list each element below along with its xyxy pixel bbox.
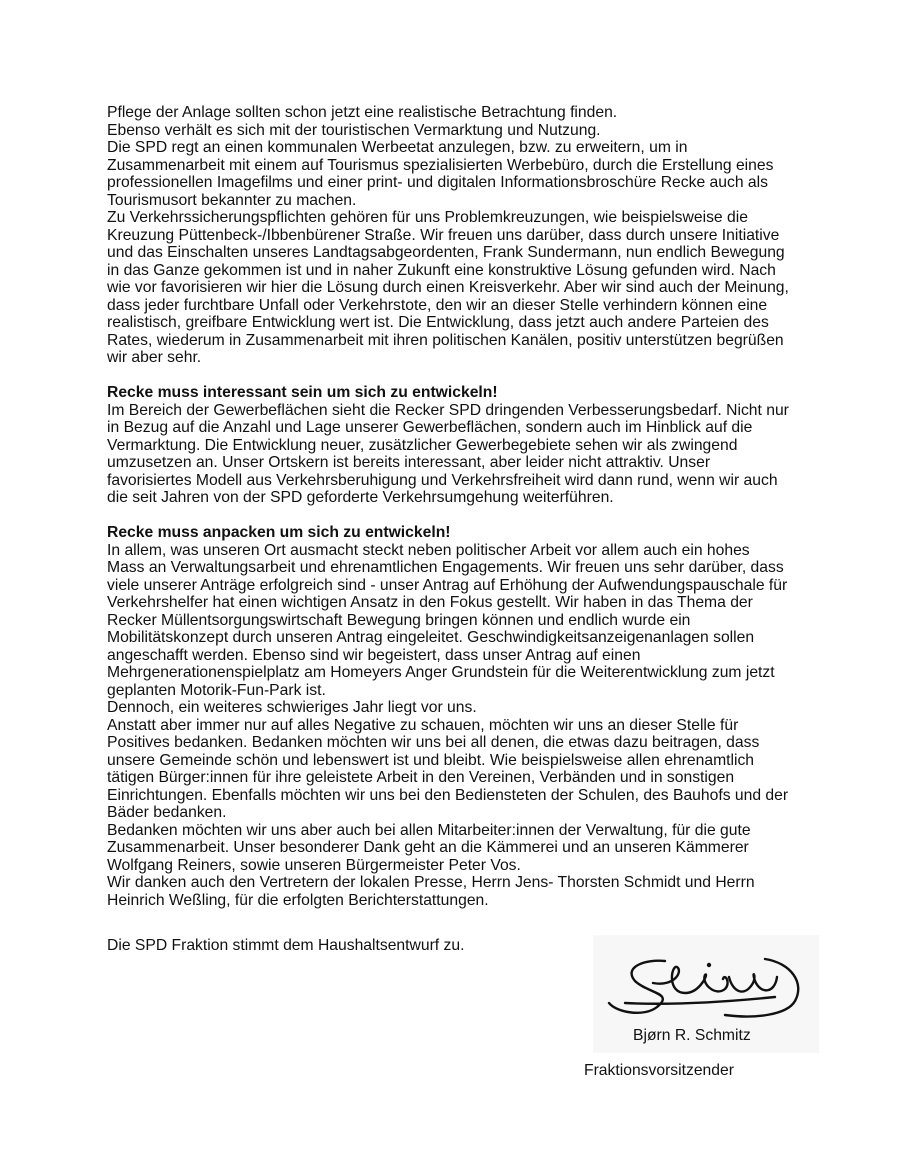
text-line: wir aber sehr.	[107, 349, 202, 366]
text-line: Bäder bedanken.	[107, 804, 227, 821]
text-line: Mehrgenerationenspielplatz am Homeyers Anger Grundstein für die Weiterentwicklung zum jetzt	[107, 664, 775, 681]
text-line: Pflege der Anlage sollten schon jetzt eine realistische Betrachtung finden.	[107, 104, 618, 121]
text-line: Anstatt aber immer nur auf alles Negative zu schauen, möchten wir uns an dieser Stelle für	[107, 716, 739, 734]
text-line: professionellen Imagefilms und einer print- und digitalen Informationsbroschüre Recke auch als	[107, 174, 768, 191]
text-line: Positives bedanken. Bedanken möchten wir uns bei all denen, die etwas dazu beitragen, dass	[107, 734, 760, 751]
text-line: Tourismusort bekannter zu machen.	[107, 191, 357, 209]
text-line: in Bezug auf die Anzahl und Lage unserer Gewerbeflächen, sondern auch im Hinblick auf die	[107, 419, 753, 436]
signature-block	[593, 935, 819, 1053]
text-line: favorisiertes Modell aus Verkehrsberuhigung und Verkehrsfreiheit wird dann rund, wenn wir auch	[107, 471, 778, 489]
text-line: dass jeder furchtbare Unfall oder Verkehrstote, den wir an dieser Stelle verhindern können eine	[107, 296, 768, 314]
text-line: die seit Jahren von der SPD geforderte Verkehrsumgehung weiterführen.	[107, 489, 614, 506]
signatory-name: Bjørn R. Schmitz	[633, 1027, 751, 1044]
text-line: angeschafft werden. Ebenso sind wir begeistert, dass unser Antrag auf einen	[107, 646, 641, 664]
text-line: Bedanken möchten wir uns aber auch bei allen Mitarbeiter:innen der Verwaltung, für die gute	[107, 821, 751, 839]
text-line: umzusetzen an. Unser Ortskern ist bereits interessant, aber leider nicht attraktiv. Unser	[107, 454, 711, 471]
text-line: Zusammenarbeit. Unser besonderer Dank geht an die Kämmerei und an unseren Kämmerer	[107, 839, 749, 856]
text-line: Die SPD regt an einen kommunalen Werbeetat anzulegen, bzw. zu erweitern, um in	[107, 139, 688, 156]
section-heading: Recke muss interessant sein um sich zu entwickeln!	[107, 384, 498, 401]
text-line: Mobilitätskonzept durch unseren Antrag eingeleitet. Geschwindigkeitsanzeigenanlagen sollen	[107, 629, 755, 646]
text-line: wie vor favorisieren wir hier die Lösung durch einen Kreisverkehr. Aber wir sind auch der Meinung,	[107, 279, 789, 296]
text-line: Dennoch, ein weiteres schwieriges Jahr liegt vor uns.	[107, 699, 477, 716]
signatory-role: Fraktionsvorsitzender	[584, 1062, 734, 1079]
text-line: Ebenso verhält es sich mit der touristischen Vermarktung und Nutzung.	[107, 121, 601, 139]
closing-statement: Die SPD Fraktion stimmt dem Haushaltsentwurf zu.	[107, 937, 465, 954]
paragraph-gap	[107, 507, 827, 525]
text-line: unsere Gemeinde schön und lebenswert ist und bleibt. Wie beispielsweise allen ehrenamtlich	[107, 751, 755, 769]
text-line: Wolfgang Reiners, sowie unseren Bürgermeister Peter Vos.	[107, 856, 521, 874]
text-line: Rates, wiederum in Zusammenarbeit mit ihren politischen Kanälen, positiv unterstützen begrüßen	[107, 331, 784, 349]
text-line: In allem, was unseren Ort ausmacht steckt neben politischer Arbeit vor allem auch ein hohes	[107, 541, 750, 559]
text-line: Mass an Verwaltungsarbeit und ehrenamtlichen Engagements. Wir freuen uns sehr darüber, dass	[107, 559, 784, 576]
text-line: Kreuzung Püttenbeck-/Ibbenbürener Straße. Wir freuen uns darüber, dass durch unsere Initiative	[107, 226, 780, 244]
text-line: Im Bereich der Gewerbeflächen sieht die Recker SPD dringenden Verbesserungsbedarf. Nicht nur	[107, 401, 789, 419]
document-body	[107, 104, 827, 909]
text-line: Zusammenarbeit mit einem auf Tourismus spezialisierten Werbebüro, durch die Erstellung eines	[107, 156, 774, 174]
text-line: tätigen Bürger:innen für ihre geleistete Arbeit in den Vereinen, Verbänden und in sonstigen	[107, 769, 735, 786]
text-line: Vermarktung. Die Entwicklung neuer, zusätzlicher Gewerbegebiete sehen wir als zwingend	[107, 436, 738, 454]
text-line: realistisch, greifbare Entwicklung wert ist. Die Entwicklung, dass jetzt auch andere Parteien des	[107, 314, 769, 331]
text-line: in das Ganze gekommen ist und in naher Zukunft eine konstruktive Lösung gefunden wird. Nach	[107, 261, 776, 279]
text-line: Heinrich Weßling, für die erfolgten Berichterstattungen.	[107, 891, 489, 909]
text-line: und das Einschalten unseres Landtagsabgeordenten, Frank Sundermann, nun endlich Bewegung	[107, 244, 785, 261]
text-line: Zu Verkehrssicherungspflichten gehören für uns Problemkreuzungen, wie beispielsweise die	[107, 209, 748, 226]
text-line: Einrichtungen. Ebenfalls möchten wir uns bei den Bediensteten der Schulen, des Bauhofs und der	[107, 786, 789, 804]
text-line: Recker Müllentsorgungswirtschaft Bewegung bringen können und endlich wurde ein	[107, 611, 691, 629]
text-line: viele unserer Anträge erfolgreich sind - unser Antrag auf Erhöhung der Aufwendungspauschale für	[107, 576, 788, 594]
paragraph-gap	[107, 367, 827, 385]
text-line: geplanten Motorik-Fun-Park ist.	[107, 681, 326, 699]
handwritten-signature	[605, 953, 805, 1023]
section-heading: Recke muss anpacken um sich zu entwickeln!	[107, 524, 451, 541]
text-line: Verkehrshelfer hat einen wichtigen Ansatz in den Fokus gestellt. Wir haben in das Thema der	[107, 594, 753, 611]
text-line: Wir danken auch den Vertretern der lokalen Presse, Herrn Jens- Thorsten Schmidt und Herrn	[107, 874, 755, 891]
